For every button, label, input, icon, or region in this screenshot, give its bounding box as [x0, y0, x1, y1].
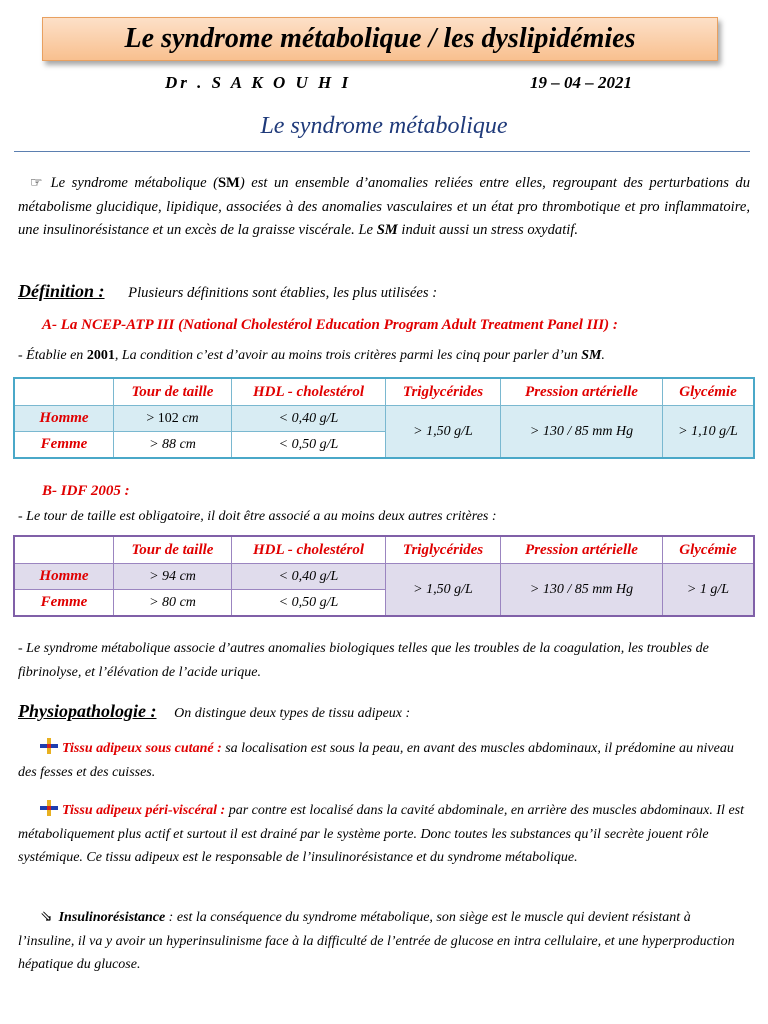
plus-bullet-icon	[40, 738, 58, 754]
ncep-year: 2001	[86, 348, 115, 363]
homme-tour-cell: > 94 cm	[114, 564, 232, 590]
header-triglycerides: Triglycérides	[386, 378, 501, 406]
femme-tour-cell: > 80 cm	[114, 590, 232, 617]
sm-abbrev: SM	[581, 348, 602, 363]
sm-abbrev: SM	[217, 175, 240, 191]
section-title: Le syndrome métabolique	[260, 113, 508, 139]
hollow-arrow-icon: ⇘	[40, 907, 53, 925]
peri-visceral-label: Tissu adipeux péri-viscéral :	[62, 803, 226, 818]
plus-bullet-icon	[40, 800, 58, 816]
homme-tour-cell: > 102 cm	[114, 406, 232, 432]
date: 19 – 04 – 2021	[530, 73, 632, 92]
definition-heading: Définition :	[18, 281, 105, 301]
physio-heading: Physiopathologie :	[18, 701, 157, 721]
definition-line	[18, 280, 750, 306]
idf-criteria-table	[13, 535, 755, 617]
idf-text: - Le tour de taille est obligatoire, il doit être associé a au moins deux autres critères :	[18, 509, 497, 524]
homme-hdl-cell: < 0,40 g/L	[232, 406, 386, 432]
ncep-condition: - Établie en 2001, La condition c’est d’avoir au moins trois critères parmi les cinq pour parler d’un SM.	[18, 348, 605, 363]
sm-abbrev: SM	[376, 222, 398, 238]
physio-line	[18, 700, 750, 726]
pa-cell: > 130 / 85 mm Hg	[501, 564, 663, 617]
header-glycemie: Glycémie	[663, 536, 755, 564]
header-triglycerides: Triglycérides	[386, 536, 501, 564]
insulino-paragraph: ⇘ Insulinorésistance : est la conséquence du syndrome métabolique, son siège est le muscle qui devient résistant à l’insuline, il va y avoir un hyperinsulinisme face à la difficulté de l’entrée de glucose en intra cellulaire, et une hyperproduction hépatique du glucose.	[18, 907, 735, 972]
row-label-homme: Homme	[14, 564, 114, 590]
sous-cutane-paragraph: Tissu adipeux sous cutané : sa localisation est sous la peau, en avant des muscles abdominaux, il prédomine au niveau des fesses et des cuisses.	[18, 737, 750, 784]
header-pression: Pression artérielle	[501, 378, 663, 406]
tg-cell: > 1,50 g/L	[386, 406, 501, 459]
femme-hdl-cell: < 0,50 g/L	[232, 590, 386, 617]
insulino-label: Insulinorésistance	[58, 910, 166, 925]
definition-text: Plusieurs définitions sont établies, les plus utilisées :	[128, 285, 438, 301]
row-label-homme: Homme	[14, 406, 114, 432]
intro-paragraph: ☞ Le syndrome métabolique (SM) est un ensemble d’anomalies reliées entre elles, regroupant des perturbations du métabolisme glucidique, lipidique, associées à des anomalies vasculaires et un état pro thrombotique et pro inflammatoire, une insulinorésistance et un excès de la graisse viscérale. Le SM induit aussi un stress oxydatif.	[18, 175, 750, 238]
pa-cell: > 130 / 85 mm Hg	[501, 406, 663, 459]
ncep-criteria-table	[13, 377, 755, 459]
gly-cell: > 1,10 g/L	[663, 406, 755, 459]
header-tour-de-taille: Tour de taille	[114, 378, 232, 406]
ncep-heading: A- La NCEP-ATP III (National Cholestérol Education Program Adult Treatment Panel III) :	[42, 317, 618, 333]
row-label-femme: Femme	[14, 432, 114, 459]
tg-cell: > 1,50 g/L	[386, 564, 501, 617]
header-glycemie: Glycémie	[663, 378, 755, 406]
corner-cell	[14, 536, 114, 564]
document-title-box	[42, 17, 718, 61]
pointing-hand-icon: ☞	[30, 175, 43, 191]
header-hdl: HDL - cholestérol	[232, 536, 386, 564]
gly-cell: > 1 g/L	[663, 564, 755, 617]
document-title: Le syndrome métabolique / les dyslipidémies	[124, 23, 636, 54]
header-hdl: HDL - cholestérol	[232, 378, 386, 406]
femme-hdl-cell: < 0,50 g/L	[232, 432, 386, 459]
row-label-femme: Femme	[14, 590, 114, 617]
idf-heading: B- IDF 2005 :	[42, 483, 130, 499]
header-pression: Pression artérielle	[501, 536, 663, 564]
femme-tour-cell: > 88 cm	[114, 432, 232, 459]
homme-hdl-cell: < 0,40 g/L	[232, 564, 386, 590]
peri-visceral-paragraph: Tissu adipeux péri-viscéral : par contre est localisé dans la cavité abdominale, en arrière des muscles abdominaux. Il est métaboliquement plus actif et surtout il est drainé par le système porte. Donc toutes les substances qu’il secrète jouent rôle systémique. Ce tissu adipeux est le responsable de l’insulinorésistance et du syndrome métabolique.	[18, 799, 750, 870]
corner-cell	[14, 378, 114, 406]
sous-cutane-label: Tissu adipeux sous cutané :	[62, 741, 222, 756]
physio-text: On distingue deux types de tissu adipeux :	[174, 706, 411, 721]
title-rule	[14, 151, 750, 152]
header-tour-de-taille: Tour de taille	[114, 536, 232, 564]
author: Dr . S A K O U H I	[165, 73, 352, 92]
other-anomalies: - Le syndrome métabolique associe d’autres anomalies biologiques telles que les troubles de la coagulation, les troubles de fibrinolyse, et l’élévation de l’acide urique.	[18, 641, 709, 680]
